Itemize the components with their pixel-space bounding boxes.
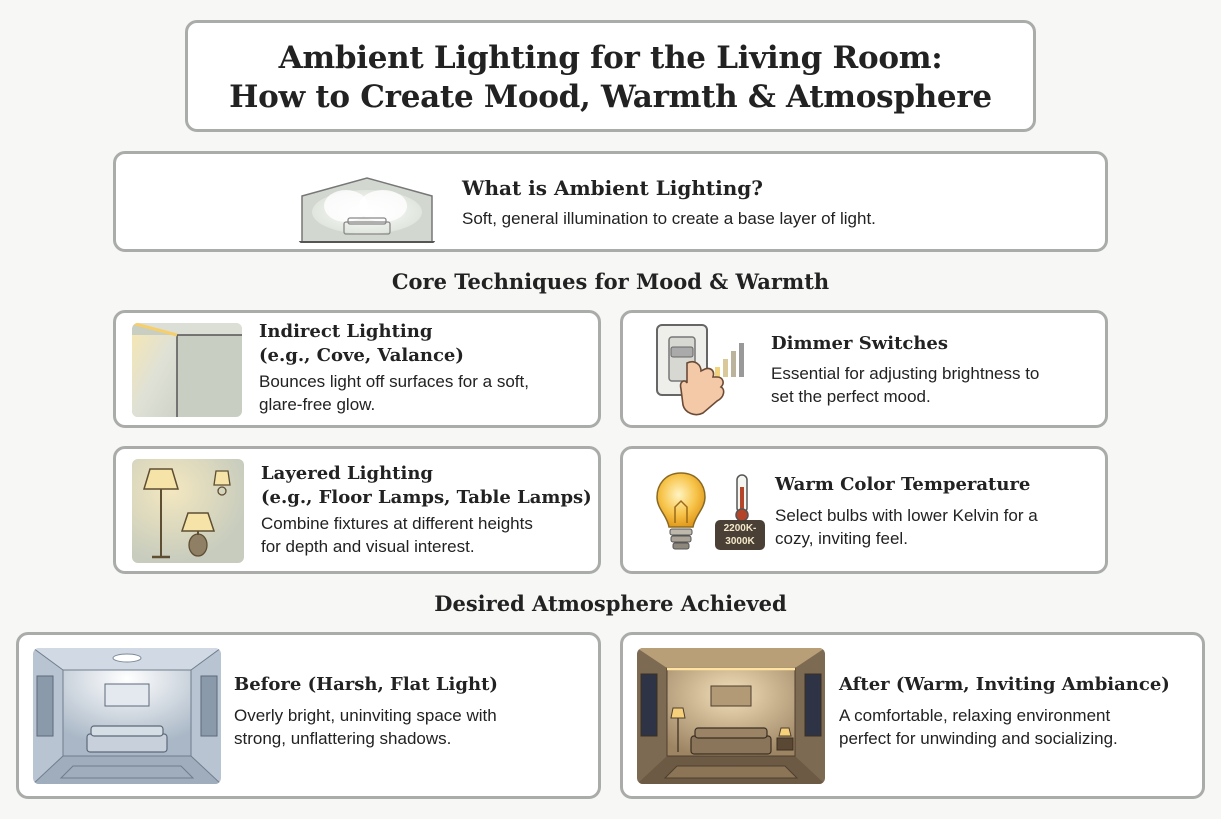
cove-lighting-icon (132, 323, 242, 417)
core-techniques-heading: Core Techniques for Mood & Warmth (391, 269, 830, 294)
dimmer-title: Dimmer Switches (771, 333, 949, 354)
after-title: After (Warm, Inviting Ambiance) (839, 674, 1170, 695)
dimmer-switches-card (620, 310, 1108, 428)
warm-color-desc-line1: Select bulbs with lower Kelvin for a (775, 506, 1038, 525)
before-title: Before (Harsh, Flat Light) (234, 674, 498, 695)
dimmer-switch-icon (655, 323, 755, 419)
lamps-icon (132, 459, 244, 563)
intro-title: What is Ambient Lighting? (462, 176, 763, 200)
layered-title-line1: Layered Lighting (261, 463, 434, 484)
title-box (185, 20, 1036, 132)
page-title-line2: How to Create Mood, Warmth & Atmosphere (229, 79, 992, 115)
warm-color-desc-line2: cozy, inviting feel. (775, 529, 908, 548)
ambient-room-icon (298, 176, 436, 244)
warm-color-title: Warm Color Temperature (775, 474, 1031, 495)
intro-description: Soft, general illumination to create a base layer of light. (462, 209, 876, 228)
layered-lighting-card (113, 446, 601, 574)
dimmer-desc-line2: set the perfect mood. (771, 387, 931, 406)
before-desc-line1: Overly bright, uninviting space with (234, 706, 497, 725)
after-card (620, 632, 1205, 799)
layered-desc-line1: Combine fixtures at different heights (261, 514, 533, 533)
after-desc-line1: A comfortable, relaxing environment (839, 706, 1111, 725)
warm-color-temperature-card (620, 446, 1108, 574)
indirect-title-line2: (e.g., Cove, Valance) (259, 345, 464, 366)
warm-lit-room-illustration (637, 648, 825, 784)
before-card (16, 632, 601, 799)
indirect-title-line1: Indirect Lighting (259, 321, 433, 342)
atmosphere-heading: Desired Atmosphere Achieved (434, 591, 787, 616)
page-title-line1: Ambient Lighting for the Living Room: (278, 40, 943, 76)
dimmer-desc-line1: Essential for adjusting brightness to (771, 364, 1040, 383)
layered-desc-line2: for depth and visual interest. (261, 537, 475, 556)
layered-title-line2: (e.g., Floor Lamps, Table Lamps) (261, 487, 592, 508)
kelvin-badge (715, 520, 765, 550)
indirect-lighting-card (113, 310, 601, 428)
before-desc-line2: strong, unflattering shadows. (234, 729, 452, 748)
intro-box (113, 151, 1108, 252)
kelvin-badge-line2: 3000K (725, 536, 755, 547)
indirect-desc-line2: glare-free glow. (259, 395, 376, 414)
after-desc-line2: perfect for unwinding and socializing. (839, 729, 1118, 748)
kelvin-badge-line1: 2200K- (723, 523, 757, 534)
indirect-desc-line1: Bounces light off surfaces for a soft, (259, 372, 529, 391)
light-bulb-icon (653, 471, 709, 555)
harsh-lit-room-illustration (33, 648, 221, 784)
